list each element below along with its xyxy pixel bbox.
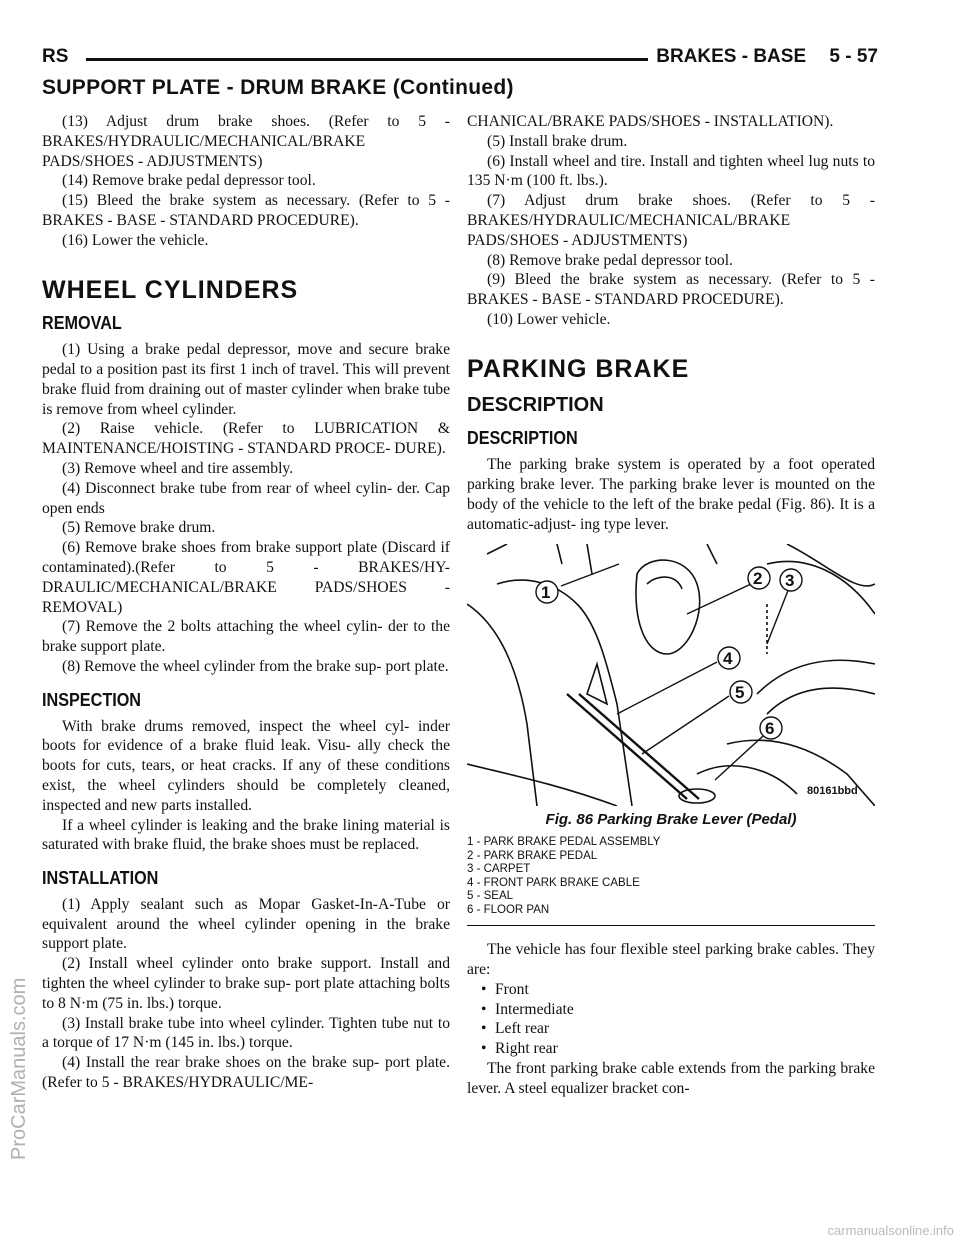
body-paragraph: The vehicle has four flexible steel parking brake cables. They are: bbox=[467, 941, 875, 978]
header-rule bbox=[86, 58, 648, 61]
list-item: • Intermediate bbox=[485, 1000, 875, 1020]
step-paragraph: (9) Bleed the brake system as necessary. (Refer to 5 - BRAKES - BASE - STANDARD PROCEDURE). bbox=[467, 271, 875, 309]
step-paragraph: (2) Install wheel cylinder onto brake support. Install and tighten the wheel cylinder to brake sup- port plate attaching bolts to 8 N·m (75 in. lbs.) torque. bbox=[42, 955, 450, 1012]
figure-legend bbox=[467, 836, 875, 926]
heading-removal: REMOVAL bbox=[42, 313, 122, 334]
header-rs: RS bbox=[42, 46, 69, 67]
step-paragraph: (15) Bleed the brake system as necessary. (Refer to 5 - BRAKES - BASE - STANDARD PROCEDURE). bbox=[42, 192, 450, 229]
callout-3: 3 bbox=[785, 571, 795, 591]
figure-code: 80161bbd bbox=[807, 785, 858, 798]
heading-parking-brake: PARKING BRAKE bbox=[467, 354, 690, 383]
legend-item: 6 - FLOOR PAN bbox=[467, 903, 550, 916]
callout-2: 2 bbox=[753, 569, 763, 589]
parking-brake-illustration bbox=[467, 544, 875, 806]
callout-5: 5 bbox=[735, 683, 745, 703]
illustration-drawing bbox=[467, 544, 875, 806]
step-paragraph: (8) Remove the wheel cylinder from the brake sup- port plate. bbox=[62, 657, 449, 675]
callout-6: 6 bbox=[765, 719, 775, 739]
continued-heading: SUPPORT PLATE - DRUM BRAKE (Continued) bbox=[42, 76, 514, 99]
step-paragraph: (7) Remove the 2 bolts attaching the wheel cylin- der to the brake support plate. bbox=[42, 618, 450, 656]
step-paragraph: (7) Adjust drum brake shoes. (Refer to 5 - BRAKES/HYDRAULIC/MECHANICAL/BRAKE PADS/SHOES - ADJUSTMENTS) bbox=[467, 192, 875, 249]
bottom-watermark: carmanualsonline.info bbox=[827, 1223, 954, 1238]
step-paragraph: (4) Install the rear brake shoes on the brake sup- port plate. (Refer to 5 - BRAKES/HYDRAULIC/ME- bbox=[42, 1054, 450, 1092]
figure-caption: Fig. 86 Parking Brake Lever (Pedal) bbox=[545, 811, 797, 829]
heading-installation: INSTALLATION bbox=[42, 868, 159, 889]
list-item: • Front bbox=[485, 980, 875, 1000]
header-page-number: 5 - 57 bbox=[829, 46, 878, 67]
list-item: • Left rear bbox=[485, 1019, 875, 1039]
body-paragraph: The parking brake system is operated by a foot operated parking brake lever. The parking brake lever is mounted on the body of the vehicle to the left of the brake pedal (Fig. 86). It is a automatic-adjust- ing type lever. bbox=[467, 456, 875, 533]
step-paragraph: (6) Remove brake shoes from brake support plate (Discard if contaminated).(Refer to 5 - BRAKES/HY- DRAULIC/MECHANICAL/BRAKE PADS/SHOES - REMOVAL) bbox=[42, 539, 450, 616]
step-paragraph: (3) Remove wheel and tire assembly. bbox=[62, 459, 294, 477]
step-paragraph: (6) Install wheel and tire. Install and tighten wheel lug nuts to 135 N·m (100 ft. lbs.). bbox=[467, 152, 875, 190]
step-paragraph: (8) Remove brake pedal depressor tool. bbox=[487, 251, 733, 269]
left-column bbox=[42, 112, 450, 1093]
right-column bbox=[467, 112, 875, 1099]
cable-list bbox=[485, 980, 875, 1059]
callout-1: 1 bbox=[541, 583, 551, 603]
header-right bbox=[638, 46, 878, 68]
heading-inspection: INSPECTION bbox=[42, 689, 142, 710]
step-paragraph: (5) Install brake drum. bbox=[487, 132, 628, 150]
step-paragraph: (1) Apply sealant such as Mopar Gasket-In-A-Tube or equivalent around the wheel cylinder opening in the brake support plate. bbox=[42, 895, 450, 953]
side-watermark: ProCarManuals.com bbox=[8, 977, 30, 1160]
list-item: • Right rear bbox=[485, 1039, 875, 1059]
legend-item: 2 - PARK BRAKE PEDAL bbox=[467, 849, 598, 862]
legend-item: 1 - PARK BRAKE PEDAL ASSEMBLY bbox=[467, 836, 661, 849]
step-paragraph: (14) Remove brake pedal depressor tool. bbox=[62, 172, 316, 190]
subheading-description: DESCRIPTION bbox=[467, 428, 578, 449]
legend-item: 5 - SEAL bbox=[467, 890, 514, 903]
step-paragraph: (5) Remove brake drum. bbox=[62, 519, 216, 537]
step-paragraph: (3) Install brake tube into wheel cylinder. Tighten tube nut to a torque of 17 N·m (145 in. lbs.) torque. bbox=[42, 1014, 450, 1052]
legend-item: 4 - FRONT PARK BRAKE CABLE bbox=[467, 876, 640, 889]
callout-4: 4 bbox=[723, 649, 733, 669]
body-paragraph: If a wheel cylinder is leaking and the brake lining material is saturated with brake fluid, the brake shoes must be replaced. bbox=[42, 816, 450, 854]
body-paragraph: With brake drums removed, inspect the wheel cyl- inder boots for evidence of a brake fluid leak. Visu- ally check the boots for cuts, tears, or heat cracks. If any of these conditions exist, the wheel cylinders should be completely cleaned, inspected and new parts installed. bbox=[42, 717, 450, 814]
legend-item: 3 - CARPET bbox=[467, 863, 531, 876]
step-paragraph: (10) Lower vehicle. bbox=[487, 310, 611, 328]
step-paragraph: CHANICAL/BRAKE PADS/SHOES - INSTALLATION). bbox=[467, 113, 834, 130]
heading-wheel-cylinders: WHEEL CYLINDERS bbox=[42, 275, 299, 304]
header-section: BRAKES - BASE bbox=[656, 46, 807, 67]
step-paragraph: (13) Adjust drum brake shoes. (Refer to 5 - BRAKES/HYDRAULIC/MECHANICAL/BRAKE PADS/SHOES - ADJUSTMENTS) bbox=[42, 113, 450, 170]
step-paragraph: (4) Disconnect brake tube from rear of wheel cylin- der. Cap open ends bbox=[42, 479, 450, 517]
heading-description: DESCRIPTION bbox=[467, 393, 604, 416]
step-paragraph: (16) Lower the vehicle. bbox=[62, 231, 209, 249]
page-header bbox=[42, 42, 878, 72]
body-paragraph: The front parking brake cable extends from the parking brake lever. A steel equalizer bracket con- bbox=[467, 1059, 875, 1097]
step-paragraph: (1) Using a brake pedal depressor, move and secure brake pedal to a position past its first 1 inch of travel. This will prevent brake fluid from draining out of master cylinder when brake tube is remove from wheel cylinder. bbox=[42, 341, 450, 418]
step-paragraph: (2) Raise vehicle. (Refer to LUBRICATION & MAINTENANCE/HOISTING - STANDARD PROCE- DURE). bbox=[42, 420, 450, 458]
